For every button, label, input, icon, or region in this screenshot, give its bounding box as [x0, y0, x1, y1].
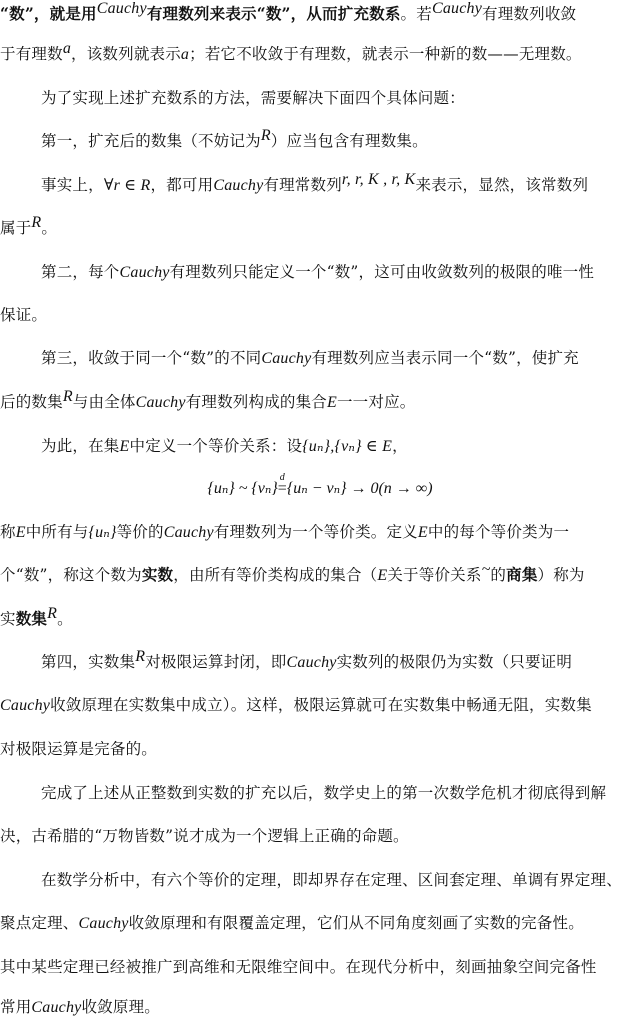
text: 个“数”，称这个数为 [0, 566, 142, 584]
math-tilde: ~ [481, 561, 491, 578]
text: 有理数列为一个等价类。定义 [213, 523, 418, 541]
math-cauchy: Cauchy [31, 999, 82, 1016]
text: 。若 [400, 5, 432, 23]
text: 有理数列构成的集合 [185, 393, 327, 411]
text: 属于 [0, 219, 32, 237]
text: 有理数列收敛 [482, 5, 577, 23]
line-7 [0, 262, 640, 283]
line-3 [0, 88, 640, 108]
math-a: a [180, 46, 190, 63]
math-E: E [417, 524, 428, 541]
def-equals [277, 472, 287, 499]
line-5 [0, 171, 640, 196]
text: 完成了上述从正整数到实数的扩充以后，数学史上的第一次数学危机才彻底得到解 [41, 784, 607, 802]
text: 常用 [0, 998, 32, 1016]
text: 实 [0, 610, 16, 628]
math-set: {uₙ},{vₙ} ∈ E [302, 438, 393, 455]
text: 保证。 [0, 306, 48, 324]
text: ，由所有等价类构成的集合（ [173, 566, 378, 584]
math-cauchy: Cauchy [431, 0, 483, 17]
text: 有理常数列 [263, 176, 342, 194]
text: 事实上， [41, 176, 104, 194]
math-R: R [135, 648, 146, 665]
text: 其中某些定理已经被推广到高维和无限维空间中。在现代分析中，刻画抽象空间完备性 [0, 958, 597, 976]
text: 对极限运算封闭，即 [145, 653, 287, 671]
text: ，都可用 [150, 176, 214, 194]
text: 聚点定理、 [0, 914, 79, 932]
text: ；若它不收敛于有理数，就表示一种新的数——无理数。 [189, 45, 582, 63]
math-cauchy: Cauchy [261, 350, 312, 367]
text: 中所有与 [25, 523, 89, 541]
text: 为此，在集 [41, 437, 120, 455]
text: 于有理数 [0, 45, 63, 63]
math-a: a [62, 40, 72, 57]
math-R: R [62, 388, 73, 405]
math-cauchy: Cauchy [213, 177, 264, 194]
math-left: {uₙ} ~ {vₙ} [207, 480, 278, 497]
text: 称 [0, 523, 16, 541]
line-12 [0, 522, 640, 543]
line-15 [0, 648, 640, 673]
math-E: E [377, 567, 388, 584]
text: 一一对应。 [336, 393, 416, 411]
math-forall: ∀r ∈ R [103, 177, 151, 194]
text: 对极限运算是完备的。 [0, 740, 158, 758]
line-14 [0, 605, 640, 630]
math-cauchy: Cauchy [135, 394, 186, 411]
line-4 [0, 127, 640, 152]
text: 中的每个等价类为一 [427, 523, 570, 541]
text: 。 [41, 219, 58, 237]
math-cauchy: Cauchy [119, 264, 170, 281]
line-18 [0, 783, 640, 803]
text: 决，古希腊的“万物皆数”说才成为一个逻辑上正确的命题。 [0, 827, 409, 845]
line-10 [0, 388, 640, 413]
line-6 [0, 214, 640, 239]
text: 在数学分析中，有六个等价的定理，即却界存在定理、区间套定理、单调有界定理、 [41, 871, 622, 889]
bold-term-quotient-set: 商集 [506, 565, 538, 584]
math-right: {uₙ − vₙ} → 0(n → ∞) [286, 480, 433, 497]
line-1 [0, 0, 640, 25]
text: ， [392, 437, 408, 455]
text: 与由全体 [72, 393, 136, 411]
line-8 [0, 305, 640, 325]
equivalence-equation [0, 472, 640, 499]
text: 第四，实数集 [41, 653, 136, 671]
text: 第二，每个 [41, 263, 120, 281]
line-19 [0, 826, 640, 846]
text: 中定义一个等价关系：设 [129, 437, 303, 455]
math-cauchy: Cauchy [0, 697, 51, 714]
text: 来表示，显然，该常数列 [415, 176, 589, 194]
bold-text: 有理数列来表示“数”，从而扩充数系 [146, 4, 401, 23]
line-22 [0, 957, 640, 977]
text: 收敛原理。 [81, 998, 160, 1016]
text: 实数列的极限仍为实数（只要证明 [336, 653, 573, 671]
bold-term-real-number: 实数 [141, 565, 174, 584]
equals-sign: = [277, 480, 287, 497]
text: 后的数集 [0, 393, 63, 411]
line-11 [0, 436, 640, 457]
math-cauchy: Cauchy [78, 915, 129, 932]
math-R: R [31, 214, 42, 231]
text: 收敛原理在实数集中成立）。这样，极限运算就可在实数集中畅通无阻，实数集 [50, 696, 592, 714]
line-21 [0, 913, 640, 934]
text: ）称为 [537, 566, 585, 584]
line-17 [0, 739, 640, 759]
text: 第一，扩充后的数集（不妨记为 [41, 132, 261, 150]
text: 收敛原理和有限覆盖定理，它们从不同角度刻画了实数的完备性。 [128, 914, 584, 932]
math-E: E [327, 394, 337, 411]
text: “数”，就是用 [0, 4, 97, 23]
text: 的 [490, 566, 507, 584]
line-9 [0, 348, 640, 369]
text: 有理数列应当表示同一个“数”，使扩充 [311, 349, 579, 367]
text: ，该数列就表示 [71, 45, 181, 63]
line-16 [0, 695, 640, 716]
line-2 [0, 40, 640, 65]
math-cauchy: Cauchy [163, 524, 214, 541]
math-sequence: r, r, K , r, K [341, 171, 416, 188]
line-23 [0, 997, 640, 1018]
math-cauchy: Cauchy [96, 0, 147, 17]
text: 。 [57, 610, 73, 628]
text: 有理数列只能定义一个“数”，这可由收敛数列的极限的唯一性 [169, 263, 595, 281]
text: 关于等价关系 [387, 566, 482, 584]
text: 为了实现上述扩充数系的方法，需要解决下面四个具体问题： [41, 89, 465, 107]
math-un: {uₙ} [88, 524, 117, 541]
line-20 [0, 870, 640, 890]
text: ）应当包含有理数集。 [270, 132, 428, 150]
math-R: R [260, 127, 271, 144]
math-cauchy: Cauchy [286, 654, 337, 671]
math-E: E [15, 524, 26, 541]
def-mark: d [279, 472, 285, 483]
math-R: R [47, 605, 58, 622]
text: 第三，收敛于同一个“数”的不同 [41, 349, 262, 367]
line-13 [0, 561, 640, 586]
text: 等价的 [116, 523, 164, 541]
math-E: E [119, 438, 130, 455]
bold-term-real-set: 数集 [15, 609, 48, 628]
